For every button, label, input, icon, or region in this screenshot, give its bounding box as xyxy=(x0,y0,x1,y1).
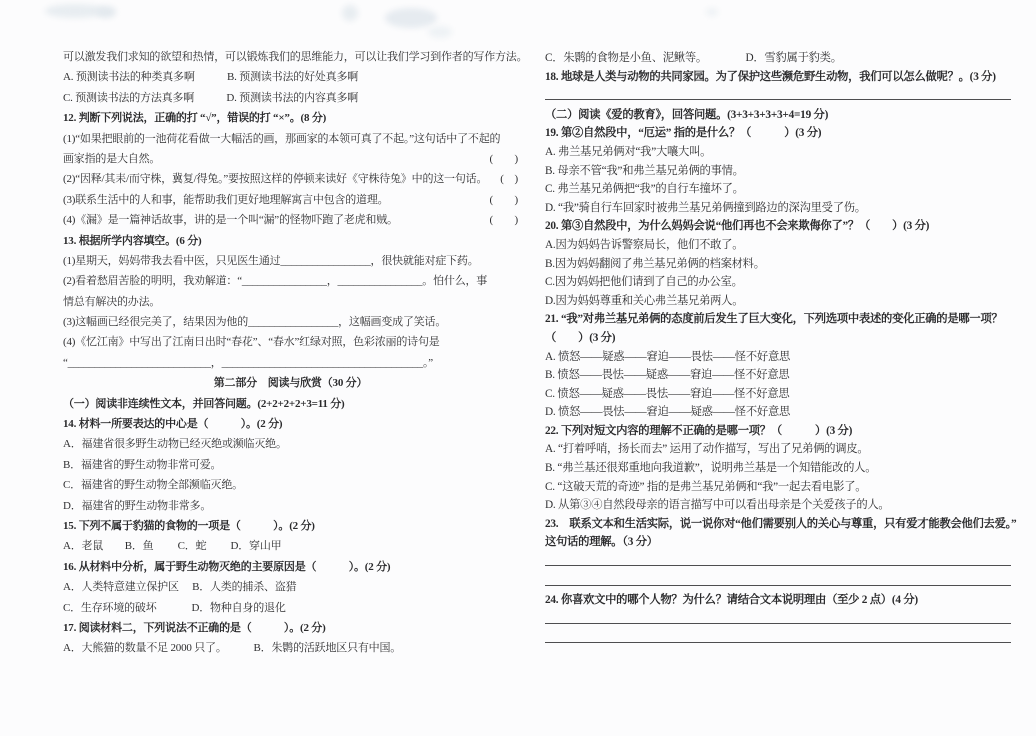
text-line: （二）阅读《爱的教育》，回答问题。(3+3+3+3+3+4=19 分) xyxy=(545,108,829,121)
text-line: A.因为妈妈告诉警察局长，他们不敢了。 xyxy=(545,238,744,251)
scan-smudge xyxy=(428,26,452,38)
text-line: (1)星期天，妈妈带我去看中医，只见医生通过_________________，很快就能对症下药。 xyxy=(63,254,479,267)
answer-blank-line xyxy=(545,552,1011,566)
text-line: A．人类特意建立保护区 B．人类的捕杀、盗猎 xyxy=(63,581,297,594)
text-line: （ ）(3 分) xyxy=(545,331,616,344)
text-line: 22. 下列对短文内容的理解不正确的是哪一项？（ ）(3 分) xyxy=(545,424,853,437)
text-line: C. 愤怒——疑惑——畏怯——窘迫——怪不好意思 xyxy=(545,387,790,400)
text-line: D.因为妈妈尊重和关心弗兰基兄弟两人。 xyxy=(545,294,744,307)
answer-parentheses: ( ) xyxy=(500,173,518,186)
text-line: 21. “我”对弗兰基兄弟俩的态度前后发生了巨大变化，下列选项中表述的变化正确的是哪一项？ xyxy=(545,313,1003,326)
scan-smudge xyxy=(706,8,718,16)
text-line: A. 弗兰基兄弟俩对“我”大嚷大叫。 xyxy=(545,145,712,158)
text-line: 12. 判断下列说法，正确的打 “√”，错误的打 “×”。(8 分) xyxy=(63,112,327,125)
text-line: C．生存环境的破坏 D．物种自身的退化 xyxy=(63,601,286,614)
text-line: (3)这幅画已经很完美了，结果因为他的_________________，这幅画变成了笑话。 xyxy=(63,316,447,329)
text-line: B. 愤怒——畏怯——疑惑——窘迫——怪不好意思 xyxy=(545,369,790,382)
text-line: 可以激发我们求知的欲望和热情，可以锻炼我们的思维能力，可以让我们学习到作者的写作方法。 xyxy=(63,51,528,63)
text-line: D. “我”骑自行车回家时被弗兰基兄弟俩撞到路边的深沟里受了伤。 xyxy=(545,201,866,214)
text-line: A. “打着呼哨，扬长而去” 运用了动作描写，写出了兄弟俩的调皮。 xyxy=(545,443,869,456)
answer-parentheses: ( ) xyxy=(489,193,518,206)
text-line: A. 预测读书法的种类真多啊 B. 预测读书法的好处真多啊 xyxy=(63,71,359,84)
text-line: C. 弗兰基兄弟俩把“我”的自行车撞坏了。 xyxy=(545,183,744,196)
text-line: 16. 从材料中分析，属于野生动物灭绝的主要原因是（ ）。(2 分) xyxy=(63,560,391,573)
text-line: 18. 地球是人类与动物的共同家园。为了保护这些濒危野生动物，我们可以怎么做呢？。(3 分) xyxy=(545,70,996,83)
statement-text: 画家指的是大自然。 xyxy=(63,152,161,165)
scan-smudge xyxy=(342,5,358,21)
statement-text: (3)联系生活中的人和事，能帮助我们更好地理解寓言中包含的道理。 xyxy=(63,193,389,206)
text-line: 13. 根据所学内容填空。(6 分) xyxy=(63,234,202,247)
text-line: (1)“如果把眼前的一池荷花看做一大幅活的画，那画家的本领可真了不起。”这句话中了不起的 xyxy=(63,132,501,145)
text-line: D．福建省的野生动物非常多。 xyxy=(63,499,212,512)
text-line: C. 预测读书法的方法真多啊 D. 预测读书法的内容真多啊 xyxy=(63,91,359,104)
statement-text: (2)“因释/其耒/而守株，冀复/得兔。”要按照这样的停顿来读好《守株待兔》中的这一句话。 xyxy=(63,173,488,186)
text-line: C. “这破天荒的奇迹” 指的是弗兰基兄弟俩和“我”一起去看电影了。 xyxy=(545,480,867,493)
left-column xyxy=(63,47,528,659)
text-line: 19. 第②自然段中，“厄运” 指的是什么？（ ）(3 分) xyxy=(545,127,822,140)
text-line: B.因为妈妈翻阅了弗兰基兄弟俩的档案材料。 xyxy=(545,257,765,270)
statement-text: (4)《漏》是一篇神话故事，讲的是一个叫“漏”的怪物吓跑了老虎和贼。 xyxy=(63,214,398,227)
answer-parentheses: ( ) xyxy=(489,214,518,227)
text-line: D. 从第③④自然段母亲的语言描写中可以看出母亲是个关爱孩子的人。 xyxy=(545,499,890,512)
text-line: (4)《忆江南》中写出了江南日出时“春花”、“春水”红绿对照，色彩浓丽的诗句是 xyxy=(63,336,440,349)
answer-blank-line xyxy=(545,86,1011,100)
text-line: 17. 阅读材料二，下列说法不正确的是（ ）。(2 分) xyxy=(63,621,326,634)
text-line: D. 愤怒——畏怯——窘迫——疑惑——怪不好意思 xyxy=(545,406,791,419)
text-line: C.因为妈妈把他们请到了自己的办公室。 xyxy=(545,276,743,289)
text-line xyxy=(63,190,518,210)
text-line: 第二部分 阅读与欣赏（30 分） xyxy=(213,377,368,390)
text-line: (2)看着愁眉苦脸的明明，我劝解道：“________________，________________。怕什么，事 xyxy=(63,275,488,288)
text-line xyxy=(63,169,518,189)
text-line: （一）阅读非连续性文本，并回答问题。(2+2+2+2+3=11 分) xyxy=(63,397,345,410)
answer-blank-line xyxy=(545,629,1011,643)
scan-smudge xyxy=(385,8,437,28)
text-line: C．朱鹮的食物是小鱼、泥鳅等。 D．雪豹属于豹类。 xyxy=(545,52,842,64)
text-line: C．福建省的野生动物全部濒临灭绝。 xyxy=(63,479,243,492)
text-line: 这句话的理解。（3 分） xyxy=(545,536,658,549)
text-line: B．福建省的野生动物非常可爱。 xyxy=(63,458,222,471)
text-line: 20. 第③自然段中，为什么妈妈会说“他们再也不会来欺侮你了”？（ ）(3 分) xyxy=(545,220,930,233)
right-column xyxy=(545,49,1017,649)
text-line: A. 愤怒——疑惑——窘迫——畏怯——怪不好意思 xyxy=(545,350,791,363)
text-line: A．福建省很多野生动物已经灭绝或濒临灭绝。 xyxy=(63,438,287,451)
answer-parentheses: ( ) xyxy=(489,152,518,165)
text-line: A．老鼠 B．鱼 C．蛇 D．穿山甲 xyxy=(63,540,282,553)
text-line: 24. 你喜欢文中的哪个人物？为什么？请结合文本说明理由（至少 2 点）(4 分) xyxy=(545,594,918,607)
text-line xyxy=(63,210,518,230)
text-line: B. 母亲不管“我”和弗兰基兄弟俩的事情。 xyxy=(545,164,744,177)
text-line: 情总有解决的办法。 xyxy=(63,295,161,308)
text-line: A．大熊猫的数量不足 2000 只了。 B．朱鹮的活跃地区只有中国。 xyxy=(63,642,402,655)
text-line: B. “弗兰基还很郑重地向我道歉”，说明弗兰基是一个知错能改的人。 xyxy=(545,462,877,475)
text-line: “___________________________，______________________________________。” xyxy=(63,356,433,369)
text-line: 23. 联系文本和生活实际，说一说你对“他们需要别人的关心与尊重，只有爱才能教会他们去爱。” xyxy=(545,517,1017,530)
text-line xyxy=(63,149,518,169)
scan-smudge xyxy=(96,6,116,18)
answer-blank-line xyxy=(545,610,1011,624)
answer-blank-line xyxy=(545,572,1011,586)
text-line: 14. 材料一所要表达的中心是（ ）。(2 分) xyxy=(63,418,283,431)
text-line: 15. 下列不属于豹猫的食物的一项是（ ）。(2 分) xyxy=(63,519,315,532)
